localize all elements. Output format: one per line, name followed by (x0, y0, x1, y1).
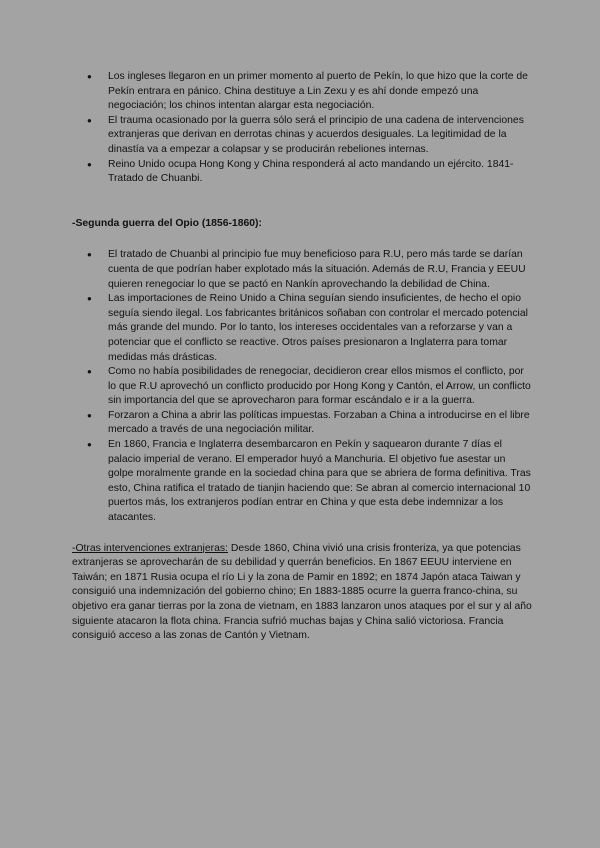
list-item: ● El trauma ocasionado por la guerra sólo será el principio de una cadena de intervenciones extranjeras que derivan en derrotas chinas y acuerdos desiguales. La legitimidad de la dinastía va a empezar a colapsar y se producirán rebeliones internas. (72, 114, 532, 158)
intro-bullet-list (72, 70, 532, 187)
other-interventions-heading: -Otras intervenciones extranjeras: (72, 542, 228, 554)
other-interventions-paragraph (72, 542, 532, 644)
list-item: ● Reino Unido ocupa Hong Kong y China responderá al acto mandando un ejército. 1841- Tratado de Chuanbi. (72, 158, 532, 187)
list-item: ● Las importaciones de Reino Unido a China seguían siendo insuficientes, de hecho el opio seguía siendo ilegal. Los fabricantes británicos soñaban con controlar el mercado potencial más grande del mundo. Por lo tanto, los intereses occidentales van a reforzarse y van a potenciar que el conflicto se reactive. Otros países presionaron a Inglaterra para tomar medidas más drásticas. (72, 292, 532, 365)
list-item: ● Como no había posibilidades de renegociar, decidieron crear ellos mismos el conflicto, por lo que R.U aprovechó un conflicto producido por Hong Kong y Cantón, el Arrow, un conflicto sin importancia del que se aprovecharon para formar escándalo e ir a la guerra. (72, 365, 532, 409)
list-item: ● El tratado de Chuanbi al principio fue muy beneficioso para R.U, pero más tarde se darían cuenta de que podrían haber explotado más la situación. Además de R.U, Francia y EEUU quieren renegociar lo que se pactó en Nankín aprovechando la debilidad de China. (72, 248, 532, 292)
other-interventions-body: Desde 1860, China vivió una crisis fronteriza, ya que potencias extranjeras se aprovecharán de su debilidad y querrán beneficios. En 1867 EEUU interviene en Taiwán; en 1871 Rusia ocupa el río Li y la zona de Pamir en 1892; en 1874 Japón ataca Taiwan y consiguió una indemnización del gobierno chino; En 1883-1885 ocurre la guerra franco-china, su objetivo era ganar tierras por la zona de vietnam, en 1883 lanzaron unos ataques por el sur y al año siguiente atacaron la flota china. Francia sufrió muchas bajas y China salió victoriosa. Francia consiguió acceso a las zonas de Cantón y Vietnam. (72, 542, 532, 642)
document-body (72, 70, 532, 644)
section-heading-second-opium-war: -Segunda guerra del Opio (1856-1860): (72, 217, 262, 229)
list-item: ● Los ingleses llegaron en un primer momento al puerto de Pekín, lo que hizo que la corte de Pekín entrara en pánico. China destituye a Lin Zexu y es ahí donde empezó una negociación; los chinos intentan alargar esta negociación. (72, 70, 532, 114)
list-item: ● Forzaron a China a abrir las políticas impuestas. Forzaban a China a introducirse en el libre mercado a través de una negociación militar. (72, 409, 532, 438)
second-war-bullet-list (72, 248, 532, 525)
list-item: ● En 1860, Francia e Inglaterra desembarcaron en Pekín y saquearon durante 7 días el palacio imperial de verano. El emperador huyó a Manchuria. El objetivo fue asestar un golpe moralmente grande en la sociedad china para que se abriera de forma definitiva. Tras esto, China ratifica el tratado de tianjin haciendo que: Se abran al comercio internacional 10 puertos más, los extranjeros podían entrar en China y que esta debe indemnizar a los atacantes. (72, 438, 532, 526)
